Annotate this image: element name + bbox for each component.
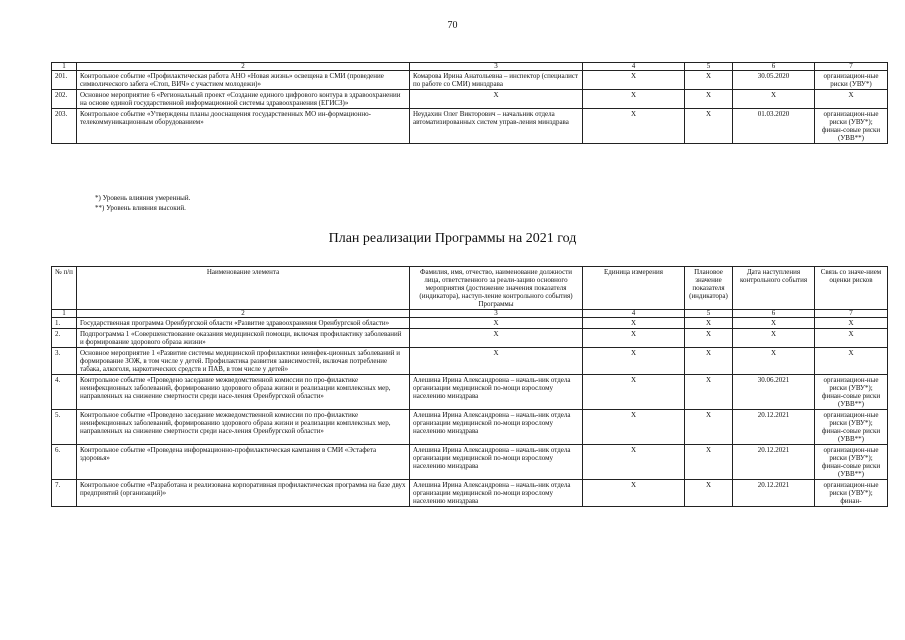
cell-indicator: Х [685, 71, 733, 90]
cell-unit: Х [583, 318, 685, 329]
header-person: Фамилия, имя, отчество, наименование должности лица, ответственного за реали-зацию основного мероприятия (достижение значения показателя (индикатора), наступ-ление контрольного события) Программы [410, 267, 583, 310]
cell-date: 30.05.2020 [733, 71, 815, 90]
cell-num: 3. [52, 348, 77, 375]
cell-num: 6. [52, 445, 77, 480]
cell-unit: Х [583, 410, 685, 445]
header-row [52, 267, 888, 310]
header-risk: Связь со значе-нием оценки рисков [815, 267, 888, 310]
cell-name: Контрольное событие «Проведено заседание межведомственной комиссии по про-филактике неинфекционных заболеваний, формированию здорового образа жизни и реализации комплексных мер, направленных на снижение смертности среди насе-ления Оренбургской области» [77, 375, 410, 410]
cell-unit: Х [583, 109, 685, 144]
cell-num: 4. [52, 375, 77, 410]
table-row [52, 375, 888, 410]
header-unit: Единица измерения [583, 267, 685, 310]
cell-person: Комарова Ирина Анатольевна – инспектор (специалист по работе со СМИ) минздрава [410, 71, 583, 90]
cell-person: Алешина Ирина Александровна – началь-ник отдела организации медицинской по-мощи взрослому населению минздрава [410, 445, 583, 480]
column-index-cell: 1 [52, 63, 77, 71]
cell-risk: организацион-ные риски (УВУ*); финан-совые риски (УВВ**) [815, 109, 888, 144]
page-number: 70 [447, 20, 458, 31]
cell-name: Контрольное событие «Профилактическая работа АНО «Новая жизнь» освещена в СМИ (проведение символического забега «Стоп, ВИЧ» с участием молодежи)» [77, 71, 410, 90]
column-index-cell: 5 [685, 310, 733, 318]
column-index-cell: 6 [733, 63, 815, 71]
cell-person: Алешина Ирина Александровна – началь-ник отдела организации медицинской по-мощи взрослому населению минздрава [410, 410, 583, 445]
cell-indicator: Х [685, 410, 733, 445]
cell-name: Основное мероприятие 1 «Развитие системы медицинской профилактики неинфек-ционных заболеваний и формирование ЗОЖ, в том числе у детей. Профилактика развития зависимостей, включая потребление табака, алкоголя, наркотических средств и ПАВ, в том числе у детей» [77, 348, 410, 375]
cell-unit: Х [583, 375, 685, 410]
top-table [51, 62, 888, 144]
table-row [52, 71, 888, 90]
cell-name: Контрольное событие «Проведена информационно-профилактическая кампания в СМИ «Эстафета здоровья» [77, 445, 410, 480]
footnotes [95, 193, 190, 213]
cell-indicator: Х [685, 329, 733, 348]
cell-date: Х [733, 329, 815, 348]
cell-name: Контрольное событие «Утверждены планы дооснащения государственных МО ин-формационно-телекоммуникационным оборудованием» [77, 109, 410, 144]
cell-indicator: Х [685, 348, 733, 375]
table-row [52, 318, 888, 329]
cell-risk: организацион-ные риски (УВУ*) [815, 71, 888, 90]
cell-num: 2. [52, 329, 77, 348]
cell-person: Алешина Ирина Александровна – началь-ник отдела организации медицинской по-мощи взрослому населению минздрава [410, 480, 583, 507]
table-row [52, 480, 888, 507]
cell-indicator: Х [685, 375, 733, 410]
cell-num: 1. [52, 318, 77, 329]
table-row [52, 90, 888, 109]
header-num: № п/п [52, 267, 77, 310]
cell-date: Х [733, 348, 815, 375]
cell-risk: Х [815, 90, 888, 109]
table-row [52, 329, 888, 348]
column-index-cell: 5 [685, 63, 733, 71]
cell-name: Контрольное событие «Разработана и реализована корпоративная профилактическая программа на базе двух предприятий (организаций)» [77, 480, 410, 507]
cell-indicator: Х [685, 318, 733, 329]
column-index-cell: 3 [410, 63, 583, 71]
column-index-cell: 2 [77, 63, 410, 71]
cell-date: Х [733, 318, 815, 329]
section-title: План реализации Программы на 2021 год [328, 231, 577, 246]
header-date: Дата наступления контрольного события [733, 267, 815, 310]
cell-unit: Х [583, 445, 685, 480]
cell-person: Х [410, 348, 583, 375]
table-row [52, 445, 888, 480]
column-index-cell: 1 [52, 310, 77, 318]
column-index-cell: 7 [815, 63, 888, 71]
column-index-row [52, 63, 888, 71]
cell-name: Подпрограмма 1 «Совершенствование оказания медицинской помощи, включая профилактику заболеваний и формирование здорового образа жизни» [77, 329, 410, 348]
column-index-cell: 7 [815, 310, 888, 318]
cell-date: 20.12.2021 [733, 445, 815, 480]
column-index-cell: 4 [583, 310, 685, 318]
cell-num: 203. [52, 109, 77, 144]
cell-date: 01.03.2020 [733, 109, 815, 144]
cell-unit: Х [583, 71, 685, 90]
cell-name: Основное мероприятие 6 «Региональный проект «Создание единого цифрового контура в здравоохранении на основе единой государственной информационной системы здравоохранения (ЕГИСЗ)» [77, 90, 410, 109]
cell-name: Контрольное событие «Проведено заседание межведомственной комиссии по про-филактике неинфекционных заболеваний, формированию здорового образа жизни и реализации комплексных мер, направленных на снижение смертности среди насе-ления Оренбургской области» [77, 410, 410, 445]
column-index-cell: 4 [583, 63, 685, 71]
cell-risk: организацион-ные риски (УВУ*); финан-совые риски (УВВ**) [815, 375, 888, 410]
cell-indicator: Х [685, 480, 733, 507]
cell-person: Алешина Ирина Александровна – началь-ник отдела организации медицинской по-мощи взрослому населению минздрава [410, 375, 583, 410]
cell-date: 20.12.2021 [733, 410, 815, 445]
cell-unit: Х [583, 480, 685, 507]
cell-person: Х [410, 90, 583, 109]
footnote-moderate: *) Уровень влияния умеренный. [95, 194, 191, 202]
cell-num: 5. [52, 410, 77, 445]
cell-risk: организацион-ные риски (УВУ*); финан- [815, 480, 888, 507]
cell-date: 20.12.2021 [733, 480, 815, 507]
cell-risk: Х [815, 329, 888, 348]
cell-person: Х [410, 318, 583, 329]
header-indicator: Плановое значение показателя (индикатора) [685, 267, 733, 310]
cell-num: 202. [52, 90, 77, 109]
cell-person: Х [410, 329, 583, 348]
footnote-high: **) Уровень влияния высокий. [95, 204, 186, 212]
cell-indicator: Х [685, 445, 733, 480]
cell-indicator: Х [685, 109, 733, 144]
table-row [52, 109, 888, 144]
column-index-cell: 3 [410, 310, 583, 318]
cell-num: 201. [52, 71, 77, 90]
column-index-cell: 6 [733, 310, 815, 318]
cell-name: Государственная программа Оренбургской области «Развитие здравоохранения Оренбургской области» [77, 318, 410, 329]
header-name: Наименование элемента [77, 267, 410, 310]
cell-risk: Х [815, 318, 888, 329]
cell-risk: организацион-ные риски (УВУ*); финан-совые риски (УВВ**) [815, 445, 888, 480]
cell-date: 30.06.2021 [733, 375, 815, 410]
cell-risk: Х [815, 348, 888, 375]
table-row [52, 410, 888, 445]
cell-unit: Х [583, 90, 685, 109]
cell-unit: Х [583, 329, 685, 348]
cell-unit: Х [583, 348, 685, 375]
cell-indicator: Х [685, 90, 733, 109]
column-index-row [52, 310, 888, 318]
main-table [51, 266, 888, 507]
table-row [52, 348, 888, 375]
cell-risk: организацион-ные риски (УВУ*); финан-совые риски (УВВ**) [815, 410, 888, 445]
cell-num: 7. [52, 480, 77, 507]
cell-person: Неудахин Олег Викторович – начальник отдела автоматизированных систем управ-ления минздрава [410, 109, 583, 144]
column-index-cell: 2 [77, 310, 410, 318]
cell-date: Х [733, 90, 815, 109]
